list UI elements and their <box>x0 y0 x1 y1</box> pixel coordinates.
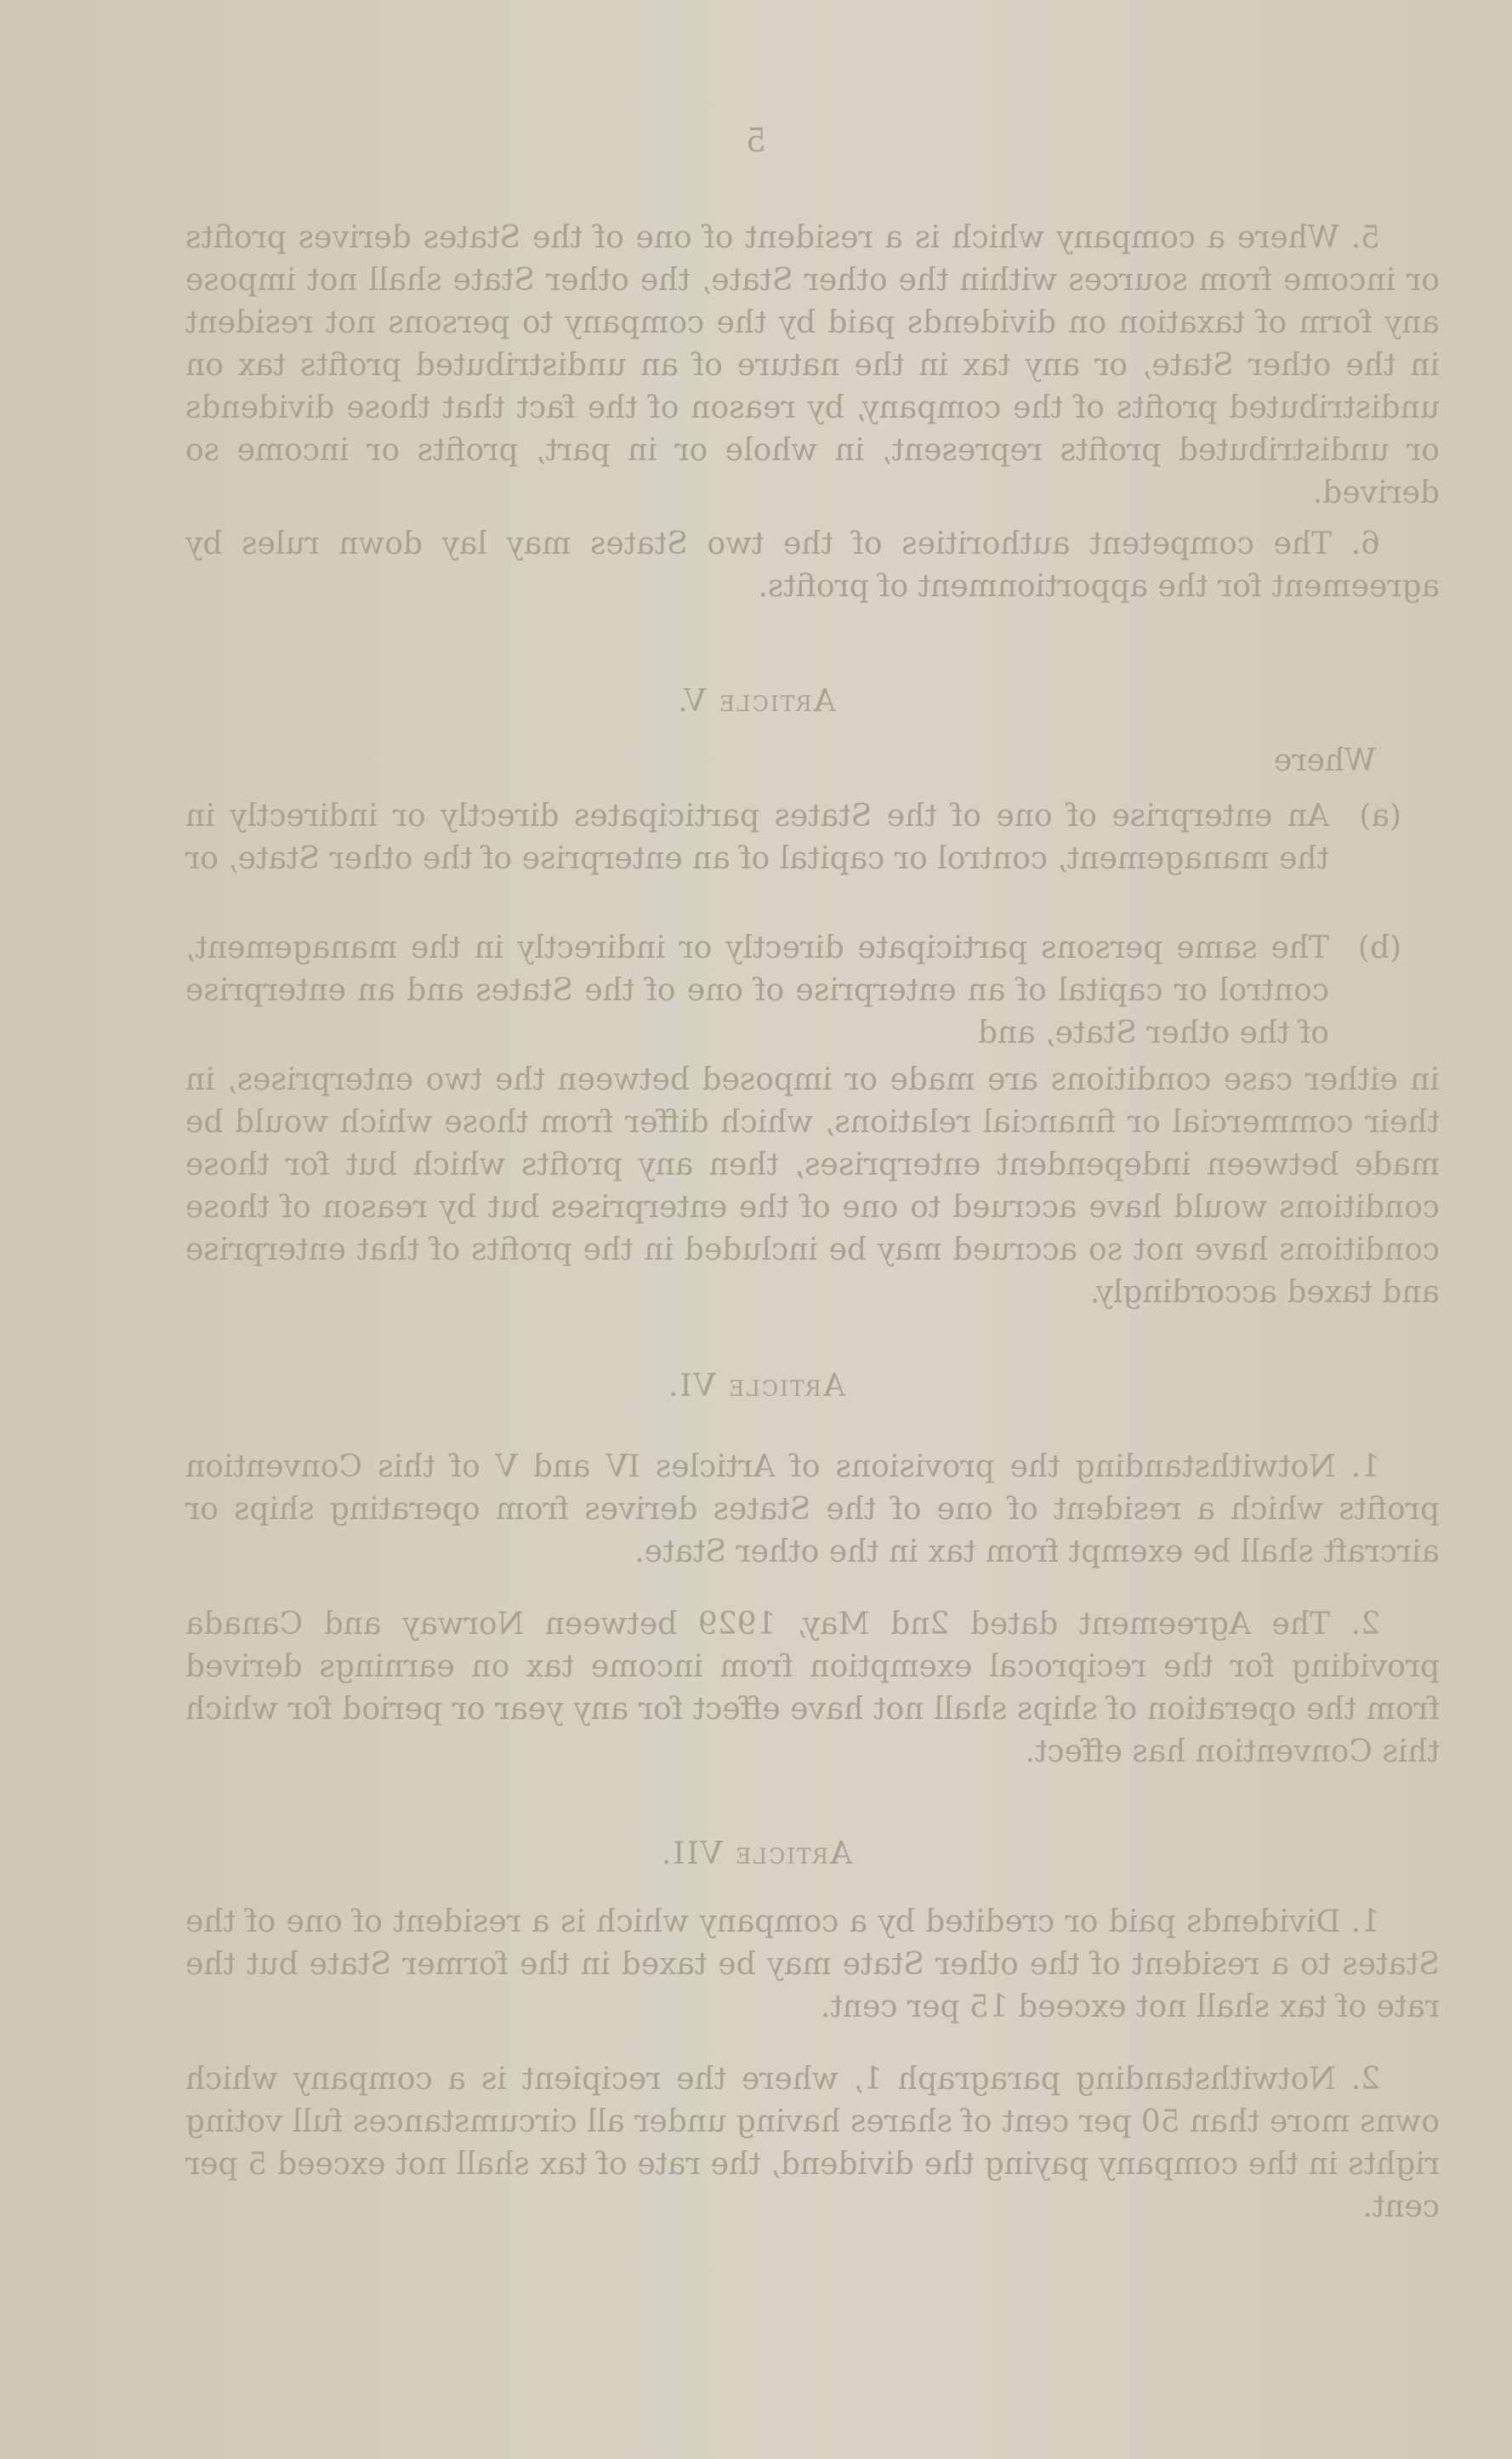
article7-heading: Article VII. <box>659 1836 853 1871</box>
article5-heading: Article V. <box>676 684 836 719</box>
article6-paragraph-2: 2. The Agreement dated 2nd May, 1929 between Norway and Canada providing for the reciprocal exemption from income tax on earnings derived from the operation of ships shall not have effect for any year or period for which this Convention has effect. <box>185 1607 1440 1769</box>
article4-paragraph-5: 5. Where a company which is a resident of one of the States derives profits or income from sources within the other State, the other State shall not impose any form of taxation on dividends paid by the company to persons not resident in the other State, or any tax in the nature of an undistributed profits tax on undistributed profits of the company, by reason of the fact that those dividends or undistributed profits represent, in whole or in part, profits or income so derived. <box>185 220 1440 510</box>
article4-paragraph-6: 6. The competent authorities of the two States may lay down rules by agreement for the apportionment of profits. <box>185 527 1440 604</box>
article5-item-b <box>185 927 1401 1055</box>
article5-body: in either case conditions are made or imposed between the two enterprises, in their commercial or financial relations, which differ from those which would be made between independent enterprises, then any profits which but for those conditions would have accrued to one of the enterprises but by reason of those conditions have not so accrued may be included in the profits of that enterprise and taxed accordingly. <box>185 1062 1440 1310</box>
article5-item-a <box>185 795 1401 880</box>
article7-paragraph-1: 1. Dividends paid or credited by a company which is a resident of one of the States to a resident of the other State may be taxed in the former State but the rate of tax shall not exceed 15 per cent. <box>185 1904 1440 2024</box>
item-a-label: (a) <box>1359 799 1401 834</box>
page-number: 5 <box>745 122 767 159</box>
item-b-label: (b) <box>1357 931 1401 965</box>
article7-paragraph-2: 2. Notwithstanding paragraph 1, where the recipient is a company which owns more than 50 per cent of shares having under all circumstances full voting rights in the company paying the dividend, the rate of tax shall not exceed 5 per cent. <box>185 2062 1440 2224</box>
article6-paragraph-1: 1. Notwithstanding the provisions of Articles IV and V of this Convention profits which a resident of one of the States derives from operating ships or aircraft shall be exempt from tax in the other State. <box>185 1449 1440 1569</box>
article5-where: Where <box>1273 743 1376 778</box>
item-b-text: The same persons participate directly or indirectly in the management, control or capital of an enterprise of one of the States and an enterprise of the other State, and <box>185 931 1329 1050</box>
article6-heading: Article VI. <box>666 1369 846 1403</box>
item-a-text: An enterprise of one of the States participates directly or indirectly in the management, control or capital of an enterprise of the other State, or <box>185 799 1329 876</box>
